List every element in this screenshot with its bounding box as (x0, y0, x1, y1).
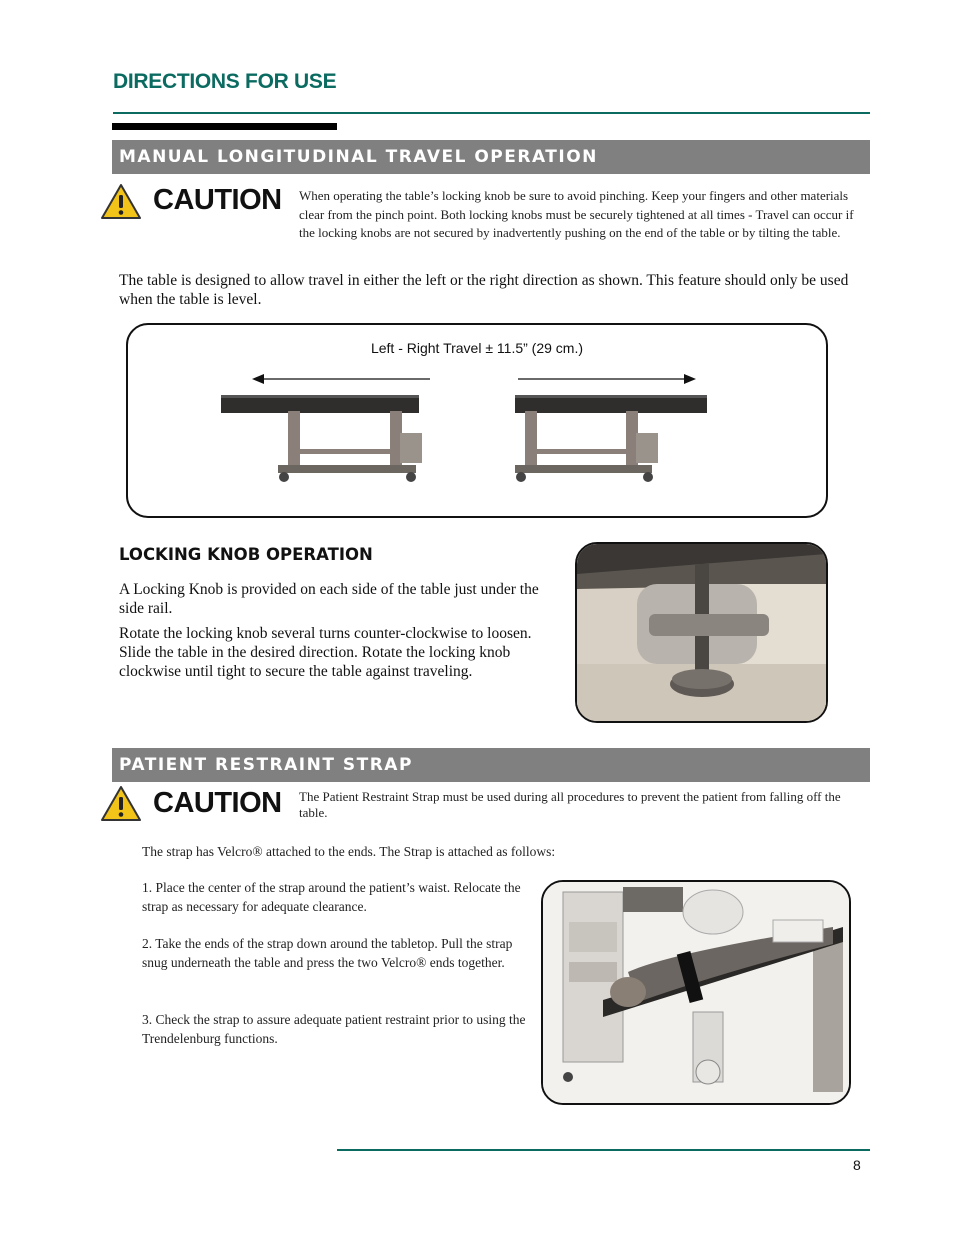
table-right-position (515, 395, 707, 482)
strap-step-3: 3. Check the strap to assure adequate patient restraint prior to using the Trendelenburg functions. (142, 1012, 526, 1046)
section-accent-bar (112, 123, 337, 130)
locking-knob-photo (575, 542, 828, 723)
travel-diagram-label: Left - Right Travel ± 11.5” (29 cm.) (370, 340, 584, 356)
header-rule (113, 112, 870, 114)
page-number: 8 (853, 1157, 861, 1173)
locking-knob-para-1: A Locking Knob is provided on each side of the table just under the side rail. (119, 581, 539, 617)
travel-intro-text: The table is designed to allow travel in either the left or the right direction as shown. This feature should only be used when the table is level. (119, 272, 849, 308)
warning-triangle-icon (100, 785, 142, 823)
strap-intro-text: The strap has Velcro® attached to the ends. The Strap is attached as follows: (142, 844, 556, 859)
table-left-position (221, 395, 422, 482)
arrow-right-icon (518, 374, 696, 384)
locking-knob-para-2: Rotate the locking knob several turns counter-clockwise to loosen. Slide the table in the desired direction. Rotate the locking knob clockwise until tight to secure the table against traveling. (119, 625, 532, 680)
caution-label: CAUTION (153, 787, 282, 819)
caution-label: CAUTION (153, 184, 282, 216)
travel-diagram (126, 323, 828, 518)
caution-text: The Patient Restraint Strap must be used during all procedures to prevent the patient from falling off the table. (299, 789, 841, 820)
footer-rule (337, 1149, 870, 1151)
arrow-left-icon (252, 374, 430, 384)
caution-text: When operating the table’s locking knob be sure to avoid pinching. Keep your fingers and other materials clear from the pinch point. Both locking knobs must be securely tightened at all times - Travel can occur if the locking knobs are not secured by inadvertently pushing on the end of the table or by tilting the table. (299, 188, 854, 240)
restraint-strap-photo (541, 880, 851, 1105)
section-heading-manual-travel: MANUAL LONGITUDINAL TRAVEL OPERATION (112, 140, 870, 174)
warning-triangle-icon (100, 183, 142, 221)
strap-step-1: 1. Place the center of the strap around the patient’s waist. Relocate the strap as necessary for adequate clearance. (142, 880, 521, 914)
locking-knob-heading: LOCKING KNOB OPERATION (119, 545, 373, 564)
strap-step-2: 2. Take the ends of the strap down around the tabletop. Pull the strap snug underneath the table and press the two Velcro® ends together. (142, 936, 513, 970)
page-header-title: DIRECTIONS FOR USE (113, 70, 337, 93)
section-heading-restraint-strap: PATIENT RESTRAINT STRAP (112, 748, 870, 782)
